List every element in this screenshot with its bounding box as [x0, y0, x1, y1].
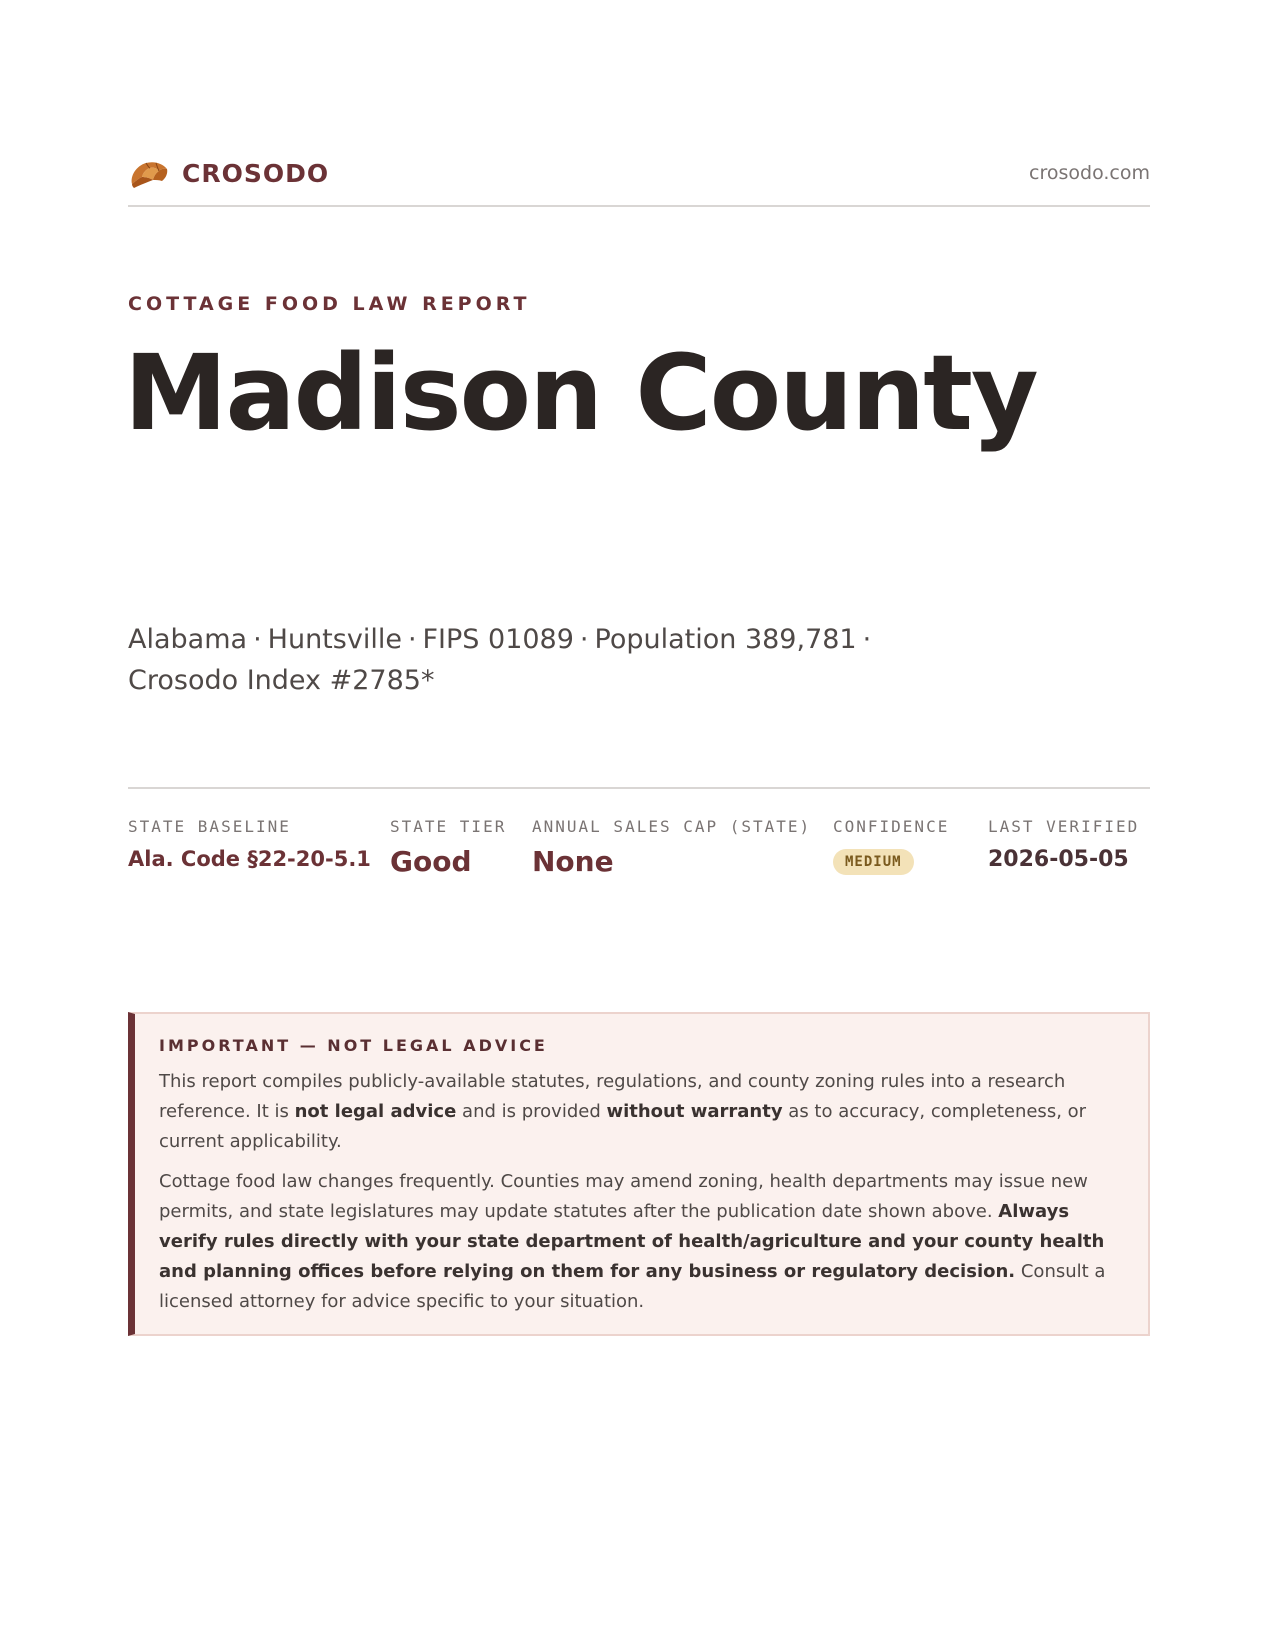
- report-page: [124, 0, 1150, 1650]
- notice-text: as to accuracy, completeness, or current applicability.: [159, 1101, 1087, 1152]
- stat-value: None: [532, 845, 614, 878]
- notice-emphasis: without warranty: [606, 1101, 783, 1122]
- page-header: [128, 155, 1150, 207]
- notice-text: Cottage food law changes frequently. Counties may amend zoning, health departments may issue new permits, and state legislatures may update statutes after the publication date shown above.: [159, 1171, 1088, 1222]
- notice-paragraph: [159, 1167, 1122, 1317]
- stat-value: Ala. Code §22-20-5.1: [128, 847, 371, 871]
- notice-paragraph: [159, 1067, 1122, 1157]
- stat-last-verified: [988, 817, 1148, 878]
- meta-separator: ·: [862, 624, 872, 655]
- notice-text: This report compiles publicly-available statutes, regulations, and county zoning rules into a research reference. It is: [159, 1071, 1066, 1122]
- meta-city: Huntsville: [267, 624, 402, 655]
- croissant-icon: [128, 154, 170, 192]
- meta-fips: FIPS 01089: [422, 624, 574, 655]
- stats-row: [128, 787, 1150, 878]
- site-url-link[interactable]: crosodo.com: [1029, 162, 1150, 184]
- stat-confidence: [833, 817, 988, 878]
- stat-value: 2026-05-05: [988, 847, 1129, 872]
- county-meta: [128, 619, 888, 701]
- page-title: Madison County: [124, 332, 1037, 454]
- notice-emphasis: not legal advice: [294, 1101, 457, 1122]
- report-eyebrow: COTTAGE FOOD LAW REPORT: [128, 293, 531, 315]
- meta-index: Crosodo Index #2785*: [128, 665, 435, 696]
- stat-state-baseline: [128, 817, 390, 878]
- notice-text: Consult a licensed attorney for advice specific to your situation.: [159, 1261, 1106, 1312]
- notice-title: IMPORTANT — NOT LEGAL ADVICE: [159, 1036, 548, 1055]
- meta-state: Alabama: [128, 624, 248, 655]
- confidence-badge: MEDIUM: [833, 849, 914, 875]
- stat-label: LAST VERIFIED: [988, 817, 1140, 836]
- notice-emphasis: Always verify rules directly with your state department of health/agriculture and your county health and planning offices before relying on them for any business or regulatory decision.: [159, 1201, 1105, 1282]
- notice-text: and is provided: [456, 1101, 607, 1122]
- legal-notice: [128, 1012, 1150, 1336]
- brand-name: CROSODO: [182, 158, 330, 188]
- meta-separator: ·: [407, 624, 417, 655]
- brand[interactable]: [128, 154, 329, 192]
- meta-population: Population 389,781: [594, 624, 857, 655]
- stat-state-tier: [390, 817, 532, 878]
- meta-separator: ·: [253, 624, 262, 655]
- meta-separator: ·: [579, 624, 589, 655]
- stat-sales-cap: [532, 817, 833, 878]
- stat-label: CONFIDENCE: [833, 817, 950, 836]
- stat-label: STATE TIER: [390, 817, 507, 836]
- stat-label: STATE BASELINE: [128, 817, 291, 836]
- stat-label: ANNUAL SALES CAP (STATE): [532, 817, 812, 836]
- stat-value: Good: [390, 845, 472, 878]
